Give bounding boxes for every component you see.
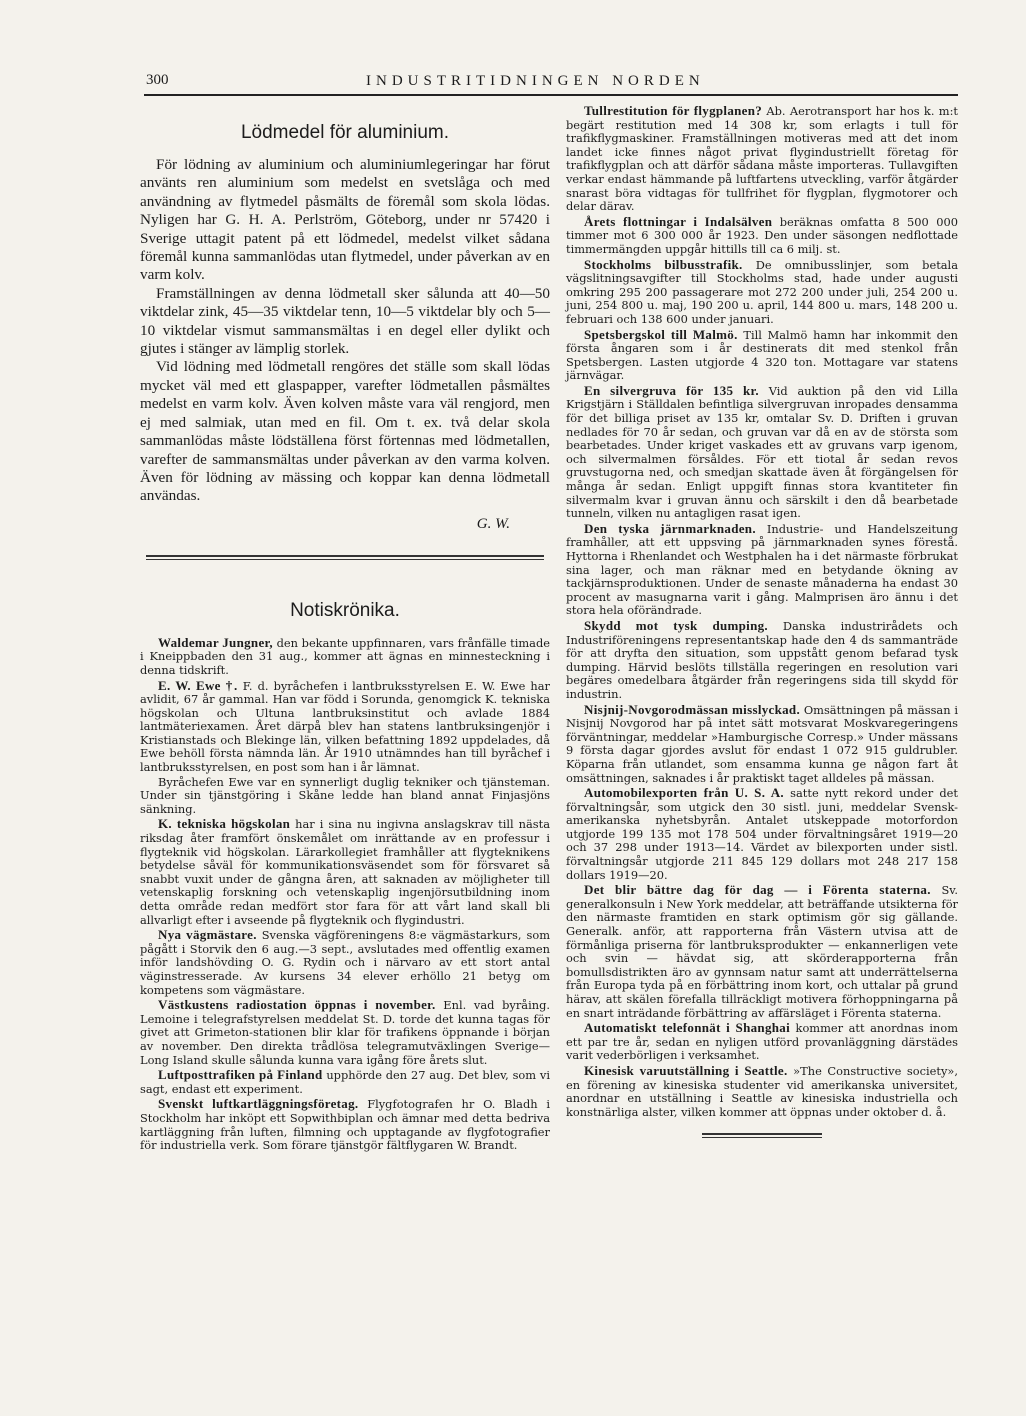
news-item: [566, 215, 958, 257]
news-item-heading: Luftposttrafiken på Finland: [158, 1067, 323, 1083]
news-item-text: Svenska vägföreningens 8:e vägmästarkurs, som pågått i Storvik den 6 aug.—3 sept., avslutades med offentlig examen inför landshövding O. G. Rydin och i närvaro av ett stort antal väginstresserade. Av kursens 34 elever erhöllo 21 betyg om kompetens som vägmästare.: [140, 928, 550, 997]
news-item: [140, 998, 550, 1067]
end-rule: [702, 1133, 822, 1135]
news-item: [140, 1068, 550, 1096]
news-item-text: »The Constructive society», en förening av kinesiska studenter vid amerikanska universitet, anordnar en utställning i Seattle av kinesiska industriella och konstnärliga alster, vilken kommer att öppnas under oktober d. å.: [566, 1063, 959, 1119]
news-item-heading: Västkustens radiostation öppnas i november.: [158, 997, 436, 1013]
news-item-heading: Skydd mot tysk dumping.: [584, 617, 768, 633]
article-paragraph: Vid lödning med lödmetall rengöres det ställe som skall lödas mycket väl med ett glaspapper, varefter lödmetallen påsmältes medelst en varm kolv. Även kolven måste vara väl rengjord, men ej med salmiak, utan med en fil. Om t. ex. två delar skola sammanlödas måste lödställena först förtennas med lödmetallen, varefter de sammansmältas under påverkan av den varma kolven. Även för lödning av mässing och koppar kan denna lödmetall användas.: [140, 358, 550, 505]
article-paragraph: Framställningen av denna lödmetall sker sålunda att 40—50 viktdelar zink, 45—35 viktdelar tenn, 10—5 viktdelar bly och 5—10 viktdelar vismut sammansmältas i en degel eller dylikt och gjutes i stänger av lämplig storlek.: [140, 284, 550, 358]
news-item: [566, 328, 958, 383]
notiskronika-title: Notiskrönika.: [290, 599, 400, 621]
news-item: [140, 817, 550, 927]
page-number: 300: [146, 72, 169, 88]
news-item-heading: Kinesisk varuutställning i Seattle.: [584, 1062, 788, 1078]
news-item: [140, 776, 550, 817]
news-item-text: Ab. Aerotransport har hos k. m:t begärt restitution med 14 308 kr, som erlagts i tull för trafikflygmaskiner. Framställningen motiveras med att det inom landet icke finnes något privat flygindustriellt företag för trafikflygplan och att därför sådana måste importeras. Tullavgiften verkar endast hämmande på luftfartens utveckling, varför åtgärder snarast böra vidtagas för tullfrihet för flygplan, flygmotorer och delar därav.: [566, 104, 958, 214]
news-item-heading: Automobilexporten från U. S. A.: [584, 785, 784, 801]
news-item-heading: Nya vägmästare.: [158, 927, 257, 943]
news-item-heading: Den tyska järnmarknaden.: [584, 520, 756, 536]
news-item-text: upphörde den 27 aug. Det blev, som vi sagt, endast ett experiment.: [140, 1068, 550, 1096]
news-item-heading: Årets flottningar i Indalsälven: [584, 213, 773, 229]
news-item: [140, 1097, 550, 1152]
news-item: [566, 786, 958, 882]
news-item-heading: K. tekniska högskolan: [158, 816, 291, 832]
news-item: [140, 679, 550, 775]
news-item: [566, 703, 958, 786]
article-paragraph: För lödning av aluminium och aluminiumlegeringar har förut använts ren aluminium som medelst en svetslåga och med användning av flytmedel påsmälts de föremål som skola lödas. Nyligen har G. H. A. Perlström, Göteborg, under nr 57420 i Sverige uttagit patent på ett lödmedel, medelst vilket sådana föremål kunna sammanlödas utan flytmedel, under påverkan av en varm kolv.: [140, 156, 550, 284]
news-item: [566, 883, 958, 1020]
news-item-text: Sv. generalkonsuln i New York meddelar, att beträffande utsikterna för den närmaste framtiden en stark optimism gör sig gällande. Generalk. anför, att rapporterna från Västern utvisa att de förmånliga priserna för lantbruksprodukter — enkannerligen vete och svin — hävdat sig, att skörderapporterna från bomullsdistrikten äro av gynnsam natur samt att underrättelserna från Europa tyda på en förbättring inom kort, och uttalar på grund härav, att skälen förefalla tillräckligt motivera förhoppningarna på en snart inträdande förbättring av affärsläget i Förenta staterna.: [566, 883, 958, 1020]
news-item-text: kommer att anordnas inom ett par tre år, sedan en nyligen utförd provanläggning därstädes varit vederbörligen i verksamhet.: [566, 1021, 958, 1063]
news-item: [566, 522, 958, 618]
section-divider: [146, 555, 544, 557]
news-item-heading: En silvergruva för 135 kr.: [584, 382, 759, 398]
news-item: [140, 636, 550, 678]
news-item: [566, 104, 958, 214]
right-notes: [566, 104, 958, 1119]
end-rule-thin: [702, 1137, 822, 1138]
news-item-text: satte nytt rekord under det förvaltningsår, som utgick den 30 sistl. juni, meddelar Svensk-amerikanska nyhetsbyrån. Antalet utskeppade motorfordon utgjorde 199 135 mot 178 504 under förvaltningsåret 1919—20 och 37 298 under 1913—14. Värdet av bilexporten under sistl. förvaltningsår utgjorde 211 845 129 dollars mot 248 217 158 dollars 1919—20.: [566, 786, 958, 882]
news-item-text: Industrie- und Handelszeitung framhåller, att ett uppsving på järnmarknaden synes förestå. Hyttorna i Rhenlandet och Westphalen ha i det närmaste förbrukat sina lager, och man räknar med en betydande ökning av tackjärnsproduktionen. Under de senaste månaderna ha endast 30 procent av masugnarna varit i gång. Malmprisen äro ännu i det stora hela oförändrade.: [566, 521, 958, 618]
news-item-text: har i sina nu ingivna anslagskrav till nästa riksdag åter framfört önskemålet om inrättande av en professur i flygteknik vid högskolan. Lärarkollegiet framhåller att flygteknikens betydelse såväl för kommunikationsväsendet som för försvaret så snabbt vuxit under de gångna åren, att saknaden av möjligheter till vetenskaplig forskning och vetenskaplig ingenjörsutbildning inom detta område redan medfört stor fara för att vårt land skall bli allvarligt efter i avseende på flygteknik och flygindustri.: [140, 817, 550, 927]
news-item: [140, 928, 550, 997]
news-item-text: Till Malmö hamn har inkommit den första ångaren som i år destinerats dit med stenkol från Spetsbergen. Lasten utgjorde 4 320 ton. Mottagare var statens järnvägar.: [566, 327, 958, 383]
news-item-heading: Nisjnij-Novgorodmässan misslyckad.: [584, 701, 801, 717]
news-item-text: Byråchefen Ewe var en synnerligt duglig tekniker och tjänsteman. Under sin tjänstgöring i Skåne ledde han bland annat Finjasjöns sänkning.: [140, 774, 550, 816]
news-item-heading: Waldemar Jungner,: [158, 634, 273, 650]
news-item-text: den bekante uppfinnaren, vars frånfälle timade i Kneippbaden den 31 aug., kommer att ägnas en minnesteckning i denna tidskrift.: [140, 635, 551, 677]
news-item-text: Omsättningen på mässan i Nisjnij Novgorod har på intet sätt motsvarat Moskvaregeringens förväntningar, meddelar »Hamburgische Corresp.» Under mässans 9 första dagar gjordes avslut för endast 1 072 915 guldrubler. Köparna från utlandet, som ensamma kunna ge någon fart åt omsättningen, saknades i år praktiskt taget alldeles på mässan.: [566, 702, 958, 785]
news-item: [566, 619, 958, 702]
news-item: [566, 258, 958, 327]
left-column: [140, 104, 550, 1154]
news-item-text: Enl. vad byråing. Lemoine i telegrafstyrelsen meddelat St. D. torde det kunna tagas för givet att Grimeton-stationen blir klar för trafikens öppnande i början av november. Den direkta trådlösa telegramutväxlingen Sverige—Long Island skulle sålunda kunna vara igång före årets slut.: [140, 998, 550, 1067]
news-item: [566, 384, 958, 521]
article-title: Lödmedel för aluminium.: [240, 122, 450, 143]
news-item-text: beräknas omfatta 8 500 000 timmer mot 6 300 000 år 1923. Den under säsongen nedflottade timmermängden uppgår hittills till ca 6 milj. st.: [566, 214, 958, 256]
news-item-heading: Det blir bättre dag för dag — i Förenta staterna.: [584, 882, 931, 898]
running-title: INDUSTRITIDNINGEN NORDEN: [366, 73, 705, 89]
news-item-heading: Tullrestitution för flygplanen?: [584, 103, 763, 118]
right-column: [566, 104, 958, 1138]
news-item-text: Vid auktion på den vid Lilla Krigstjärn i Ställdalen befintliga silvergruvan inropades densamma för det billiga priset av 135 kr, omtalar Sv. D. Driften i gruvan nedlades för 70 år sedan, och gruvan var då en av de största som bearbetades. Under kriget vaskades ett av gruvans varp igenom, och silvermalmen försåldes. För ett tiotal år sedan revos gruvstugorna ned, och smedjan skattade även åt förgängelsen för många år sedan. Enligt uppgift finnas stora kvantiteter fin silvermalm kvar i gruvan ännu och särskilt i den då bearbetade tunneln, vilken nu antagligen rasat igen.: [566, 383, 959, 521]
news-item-heading: Svenskt luftkartläggningsföretag.: [158, 1096, 359, 1112]
news-item-heading: E. W. Ewe †.: [158, 677, 238, 693]
news-item-text: Danska industrirådets och Industriföreningens representantskap hade den 4 ds sammanträde för att dryfta den situation, som uppstått genom befarad tysk dumping. Härvid beslöts tillställa regeringen en resolution vari begäres omedelbara åtgärder från regeringens sida till skydd för industrin.: [566, 618, 958, 701]
news-item-text: De omnibusslinjer, som betala vägslitningsavgifter till Stockholms stad, hade under augusti omkring 295 200 passagerare mot 272 200 under juli, 254 200 u. juni, 254 800 u. maj, 190 200 u. april, 144 800 u. mars, 148 200 u. februari och 138 600 under januari.: [566, 257, 958, 326]
section-divider-thin: [146, 559, 544, 560]
header-rule: [144, 94, 958, 96]
news-item-heading: Stockholms bilbusstrafik.: [584, 256, 743, 272]
left-notes: [140, 636, 550, 1153]
news-item: [566, 1064, 958, 1119]
news-item-heading: Automatiskt telefonnät i Shanghai: [584, 1020, 790, 1036]
news-item-heading: Spetsbergskol till Malmö.: [584, 326, 738, 342]
news-item-text: Flygfotografen hr O. Bladh i Stockholm har inköpt ett Sopwithbiplan och ämnar med detta bedriva kartläggning från luften, filmning och upptagande av flygfotografier för industriella verk. Som förare tjänstgör fältflygaren W. Brandt.: [140, 1097, 550, 1153]
news-item-text: F. d. byråchefen i lantbruksstyrelsen E. W. Ewe har avlidit, 67 år gammal. Han var född i Sorunda, genomgick K. tekniska högskolan och Ultuna lantbruksinstitut och avlade 1884 lantmäteriexamen. Året därpå blev han statens lantbruksingenjör i Kristianstads och Blekinge län, vilken befattning 1892 uppdelades, då Ewe behöll första nämnda län. År 1910 utnämndes han till byråchef i lantbruksstyrelsen, en post som han i år lämnat.: [140, 678, 550, 775]
news-item: [566, 1021, 958, 1063]
article-signature: G. W.: [476, 515, 510, 532]
